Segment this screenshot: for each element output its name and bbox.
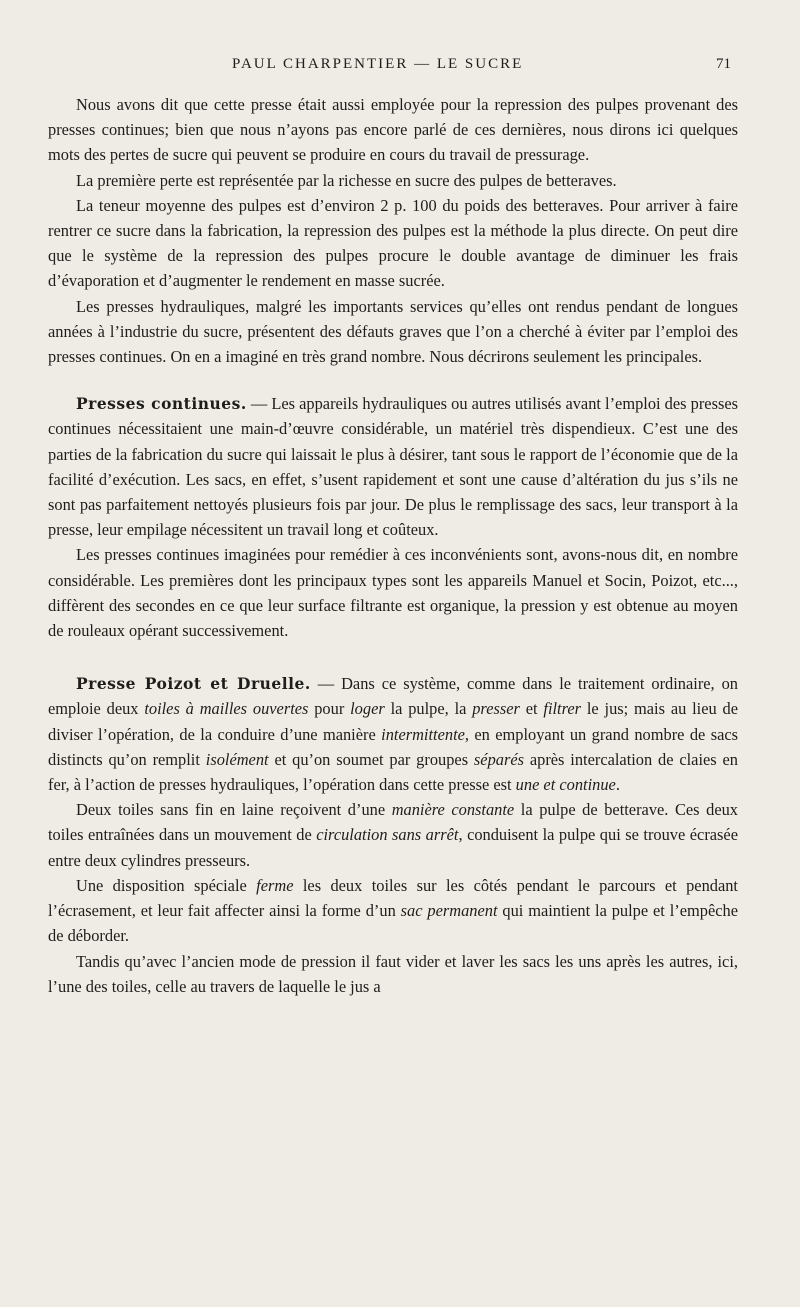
page-header [0,56,800,80]
section-heading-presses-continues: Presses continues. [76,394,247,414]
paragraph-5-text: — Les appareils hydrauliques ou autres utilisés avant l’emploi des presses continues nécessitaient une main-d’œuvre considérable, un matériel très dispendieux. C’est une des parties de la fabrication du sucre qui laissait le plus à désirer, tant sous le rapport de l’économie que de la facilité d’exécution. Les sacs, en effet, s’usent rapidement et sont une cause d’altération du jus s’ils ne sont pas parfaitement nettoyés plusieurs fois par jour. De plus le remplissage des sacs, leur transport à la presse, leur empilage nécessitent un travail long et coûteux. [48,394,738,540]
paragraph-3: La teneur moyenne des pulpes est d’environ 2 p. 100 du poids des betteraves. Pour arriver à faire rentrer ce sucre dans la fabrication, la repression des pulpes est la méthode la plus directe. On peut dire que le système de la repression des pulpes procure le double avantage de diminuer les frais d’évaporation et d’augmenter le rendement en masse sucrée. [48,195,738,291]
italic-term: presser [472,699,520,719]
text-run: , conduisent la pulpe qui se trouve écrasée entre deux cylindres presseurs. [48,825,738,870]
italic-term: filtrer [543,699,582,719]
italic-term: loger [350,699,385,719]
paragraph-4: Les presses hydrauliques, malgré les importants services qu’elles ont rendus pendant de longues années à l’industrie du sucre, présentent des défauts graves que l’on a cherché à éviter par l’emploi des presses continues. On en a imaginé en très grand nombre. Nous décrirons seulement les principales. [48,296,738,367]
italic-term: séparés [473,749,524,769]
italic-term: isolément [205,749,269,769]
page-number: 71 [716,56,731,72]
text-run: le jus; mais au lieu de diviser l’opération, de la conduire d’une manière [48,699,739,744]
paragraph-1: Nous avons dit que cette presse était aussi employée pour la repression des pulpes provenant des presses continues; bien que nous n’ayons pas encore parlé de ces dernières, nous dirons ici quelques mots des pertes de sucre qui peuvent se produire en cours du travail de pressurage. [48,95,738,165]
paragraph-2: La première perte est représentée par la richesse en sucre des pulpes de betteraves. [76,170,617,190]
paragraph-9-text [48,876,738,945]
text-run: , en employant un grand nombre de sacs distincts qu’on remplit [48,724,738,769]
text-run: après intercalation de claies en fer, à l’action de presses hydrauliques, l’opération dans cette presse est [48,749,738,795]
paragraph-9 [48,873,738,949]
paragraph-presses-continues [48,391,738,542]
italic-term: manière constante [391,800,515,820]
italic-term: circulation sans arrêt [316,825,459,845]
text-run: qui maintient la pulpe et l’empêche de déborder. [48,901,738,946]
paragraph-6: Les presses continues imaginées pour remédier à ces inconvénients sont, avons-nous dit, en nombre considérable. Les premières dont les principaux types sont les appareils Manuel et Socin, Poizot, etc..., diffèrent des secondes en ce que leur surface filtrante est organique, la pression y est obtenue au moyen de rouleaux opérant successivement. [48,545,738,641]
text-run: et qu’on soumet par groupes [268,749,474,769]
text-run: les deux toiles sur les côtés pendant le parcours et pendant l’écrasement, et leur fait affecter ainsi la forme d’un [48,875,738,921]
text-run: la pulpe, la [384,699,473,719]
italic-term: intermittente [381,724,465,744]
italic-term: toiles à mailles ouvertes [144,699,309,719]
italic-term: une et continue [515,775,616,795]
text-run: pour [308,699,351,719]
italic-term: sac permanent [400,901,498,921]
text-run: et [519,699,544,719]
section-heading-presse-poizot: Presse Poizot et Druelle. [76,674,311,694]
running-head: PAUL CHARPENTIER — LE SUCRE [232,56,524,72]
body-text [48,92,738,999]
text-run: — Dans ce système, comme dans le traitement ordinaire, on emploie deux [48,674,738,719]
italic-term: ferme [256,875,294,895]
text-run: Deux toiles sans fin en laine reçoivent d’une [76,800,392,820]
text-run: Une disposition spéciale [76,875,257,895]
paragraph-10: Tandis qu’avec l’ancien mode de pression il faut vider et laver les sacs les uns après les autres, ici, l’une des toiles, celle au travers de laquelle le jus a [48,951,738,996]
paragraph-presse-poizot [48,671,738,797]
text-run: . [615,775,620,795]
paragraph-8 [48,797,738,873]
paragraph-8-text [48,800,738,869]
text-run: la pulpe de betterave. Ces deux toiles entraînées dans un mouvement de [48,800,738,845]
